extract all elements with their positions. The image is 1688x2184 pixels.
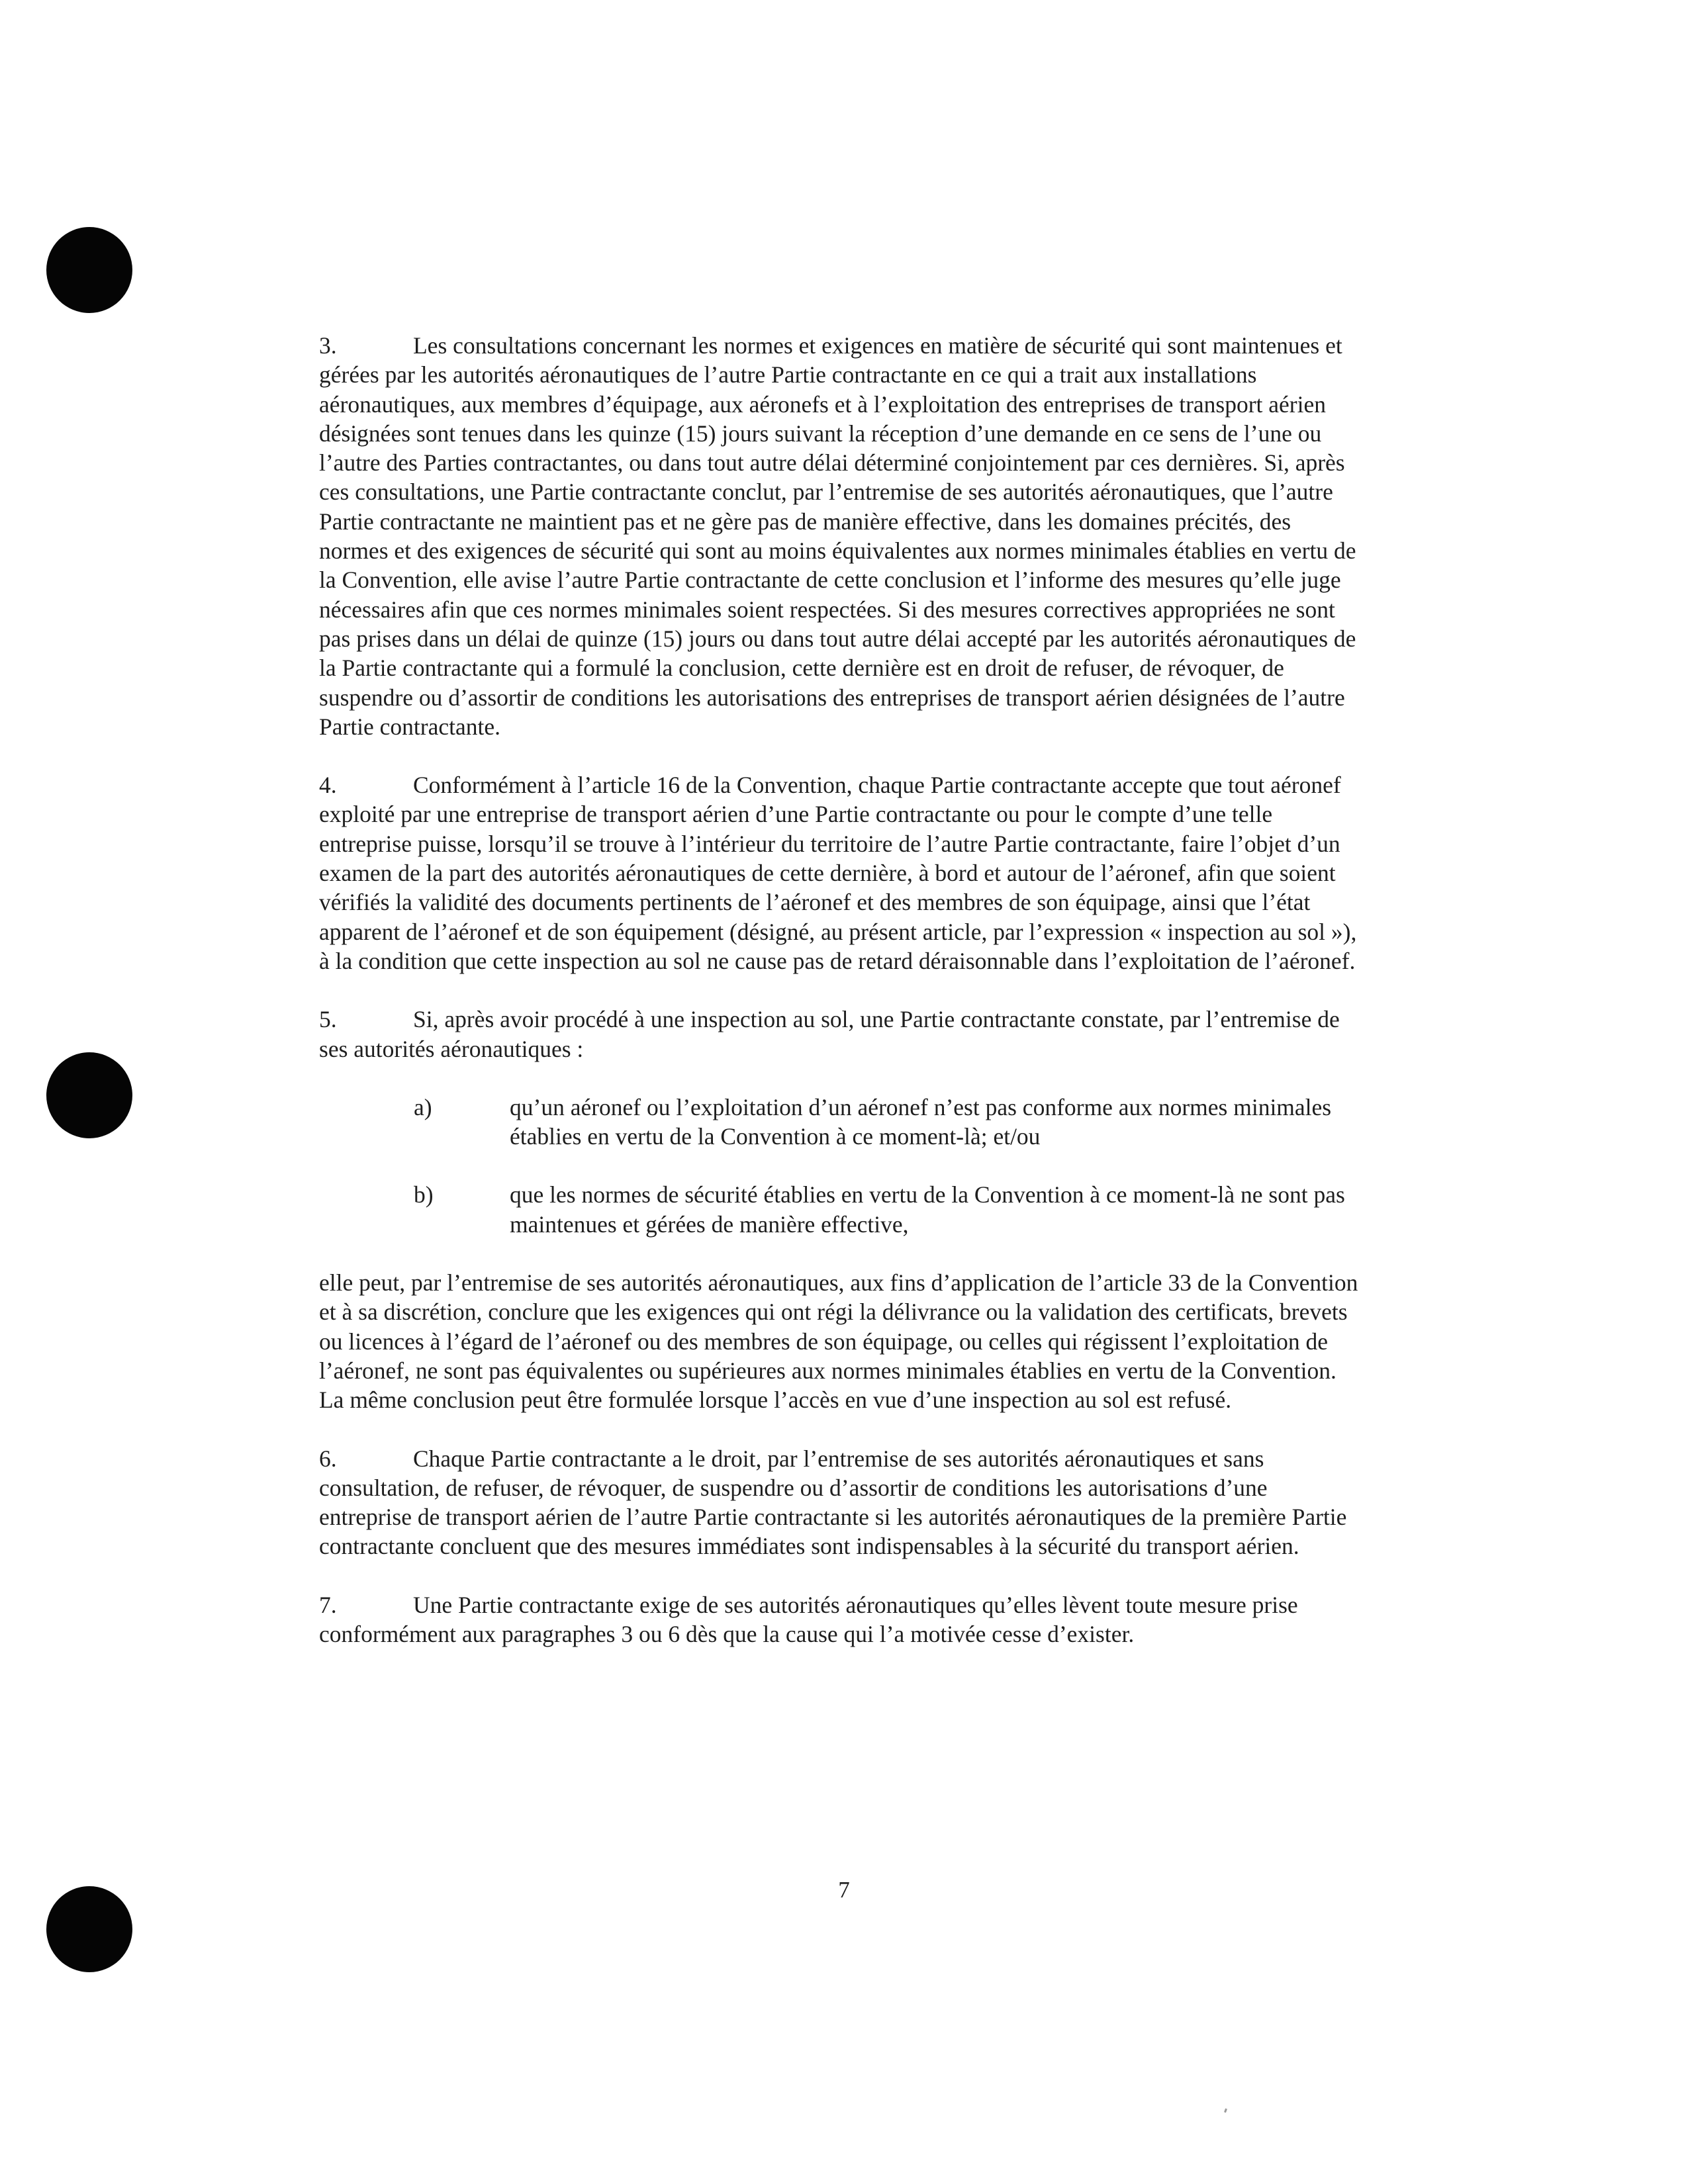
list-item-b: [319, 1180, 1362, 1239]
paragraph-5-continuation: elle peut, par l’entremise de ses autorités aéronautiques, aux fins d’application de l’article 33 de la Convention et à sa discrétion, conclure que les exigences qui ont régi la délivrance ou la validation des certificats, brevets ou licences à l’égard de l’aéronef ou des membres de son équipage, ou celles qui régissent l’exploitation de l’aéronef, ne sont pas équivalentes ou supérieures aux normes minimales établies en vertu de la Convention. La même conclusion peut être formulée lorsque l’accès en vue d’une inspection au sol est refusé.: [319, 1269, 1358, 1414]
list-marker: b): [414, 1181, 434, 1208]
paragraph-text: Si, après avoir procédé à une inspection au sol, une Partie contractante constate, par l’entremise de ses autorités aéronautiques :: [319, 1006, 1340, 1062]
list-marker: a): [414, 1093, 432, 1120]
paragraph-number: 5.: [319, 1006, 337, 1033]
punch-hole-middle: [46, 1052, 132, 1138]
paragraph-4: [319, 770, 1362, 976]
paragraph-number: 6.: [319, 1445, 337, 1472]
paragraph-text: Les consultations concernant les normes et exigences en matière de sécurité qui sont maintenues et gérées par les autorités aéronautiques de l’autre Partie contractante en ce qui a trait aux installations aéronautiques, aux membres d’équipage, aux aéronefs et à l’exploitation des entreprises de transport aérien désignées sont tenues dans les quinze (15) jours suivant la réception d’une demande en ce sens de l’une ou l’autre des Parties contractantes, ou dans tout autre délai déterminé conjointement par ces dernières. Si, après ces consultations, une Partie contractante conclut, par l’entremise de ses autorités aéronautiques, que l’autre Partie contractante ne maintient pas et ne gère pas de manière effective, dans les domaines précités, des normes et des exigences de sécurité qui sont au moins équivalentes aux normes minimales établies en vertu de la Convention, elle avise l’autre Partie contractante de cette conclusion et l’informe des mesures qu’elle juge nécessaires afin que ces normes minimales soient respectées. Si des mesures correctives appropriées ne sont pas prises dans un délai de quinze (15) jours ou dans tout autre délai accepté par les autorités aéronautiques de la Partie contractante qui a formulé la conclusion, cette dernière est en droit de refuser, de révoquer, de suspendre ou d’assortir de conditions les autorisations des entreprises de transport aérien désignées de l’autre Partie contractante.: [319, 332, 1356, 740]
paragraph-6: [319, 1444, 1362, 1561]
paragraph-number: 7.: [319, 1591, 337, 1618]
list-item-text: que les normes de sécurité établies en vertu de la Convention à ce moment-là ne sont pas maintenues et gérées de manière effective,: [510, 1181, 1345, 1238]
paragraph-number: 3.: [319, 332, 337, 359]
paragraph-text: Une Partie contractante exige de ses autorités aéronautiques qu’elles lèvent toute mesure prise conformément aux paragraphes 3 ou 6 dès que la cause qui l’a motivée cesse d’exister.: [319, 1591, 1298, 1647]
paragraph-7: [319, 1590, 1362, 1649]
page-number: 7: [838, 1877, 850, 1903]
paragraph-3: [319, 331, 1362, 741]
paragraph-5: [319, 1005, 1362, 1064]
paragraph-text: Chaque Partie contractante a le droit, par l’entremise de ses autorités aéronautiques et sans consultation, de refuser, de révoquer, de suspendre ou d’assortir de conditions les autorisations d’une entreprise de transport aérien de l’autre Partie contractante si les autorités aéronautiques de la première Partie contractante concluent que des mesures immédiates sont indispensables à la sécurité du transport aérien.: [319, 1445, 1347, 1560]
list-item-text: qu’un aéronef ou l’exploitation d’un aéronef n’est pas conforme aux normes minimales établies en vertu de la Convention à ce moment-là; et/ou: [510, 1093, 1332, 1150]
scan-speck: [1224, 2109, 1227, 2113]
punch-hole-top: [46, 227, 132, 313]
list-item-a: [319, 1093, 1362, 1152]
paragraph-number: 4.: [319, 772, 337, 799]
paragraph-text: Conformément à l’article 16 de la Convention, chaque Partie contractante accepte que tout aéronef exploité par une entreprise de transport aérien d’une Partie contractante ou pour le compte d’une telle entreprise puisse, lorsqu’il se trouve à l’intérieur du territoire de l’autre Partie contractante, faire l’objet d’un examen de la part des autorités aéronautiques de cette dernière, à bord et autour de l’aéronef, afin que soient vérifiés la validité des documents pertinents de l’aéronef et des membres de son équipage, ainsi que l’état apparent de l’aéronef et de son équipement (désigné, au présent article, par l’expression « inspection au sol »), à la condition que cette inspection au sol ne cause pas de retard déraisonnable dans l’exploitation de l’aéronef.: [319, 772, 1357, 974]
document-body: [319, 331, 1362, 1678]
